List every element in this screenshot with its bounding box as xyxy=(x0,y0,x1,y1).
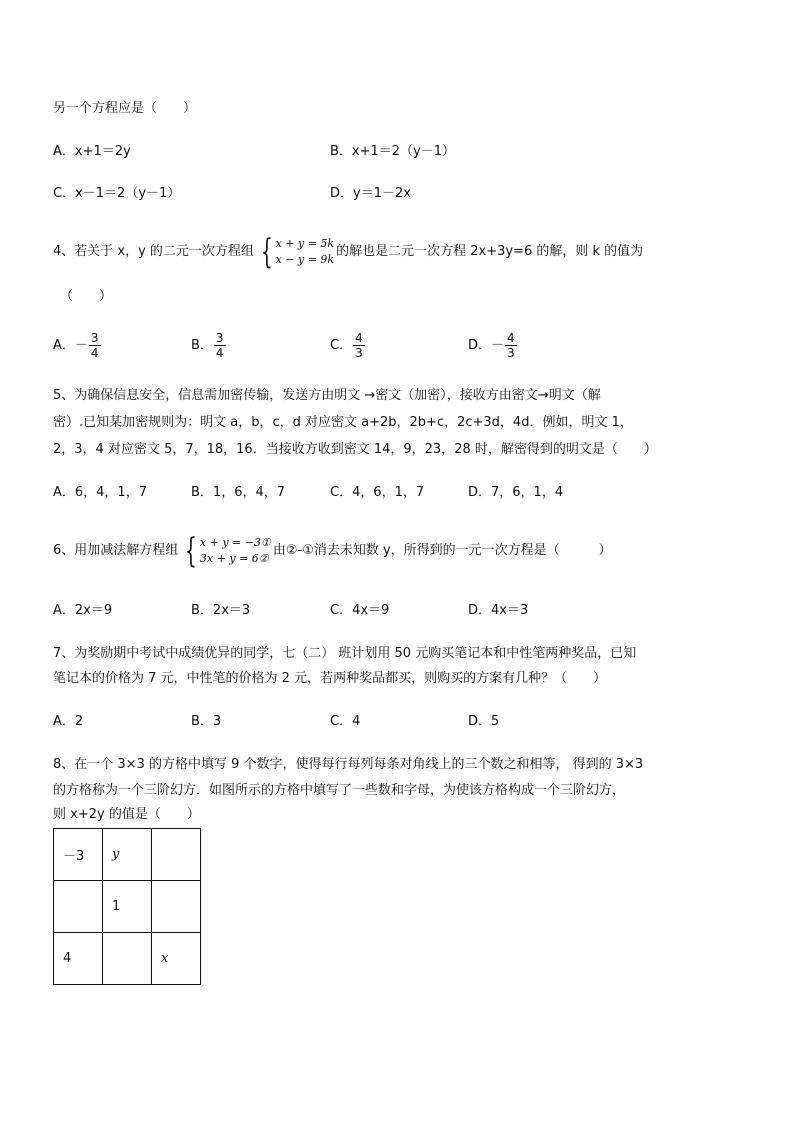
q4-eq1: x + y = 5k xyxy=(275,236,335,250)
q6-eq1: x + y = −3① xyxy=(199,535,271,549)
q6-option-d[interactable]: D．4x＝3 xyxy=(468,603,529,618)
q6-option-a[interactable]: A．2x＝9 xyxy=(53,603,113,618)
q3-option-d[interactable]: D．y＝1－2x xyxy=(330,186,411,201)
q7-option-b[interactable]: B．3 xyxy=(191,714,222,729)
magic-square-grid xyxy=(53,828,201,985)
grid-row xyxy=(54,933,201,985)
q4-option-a-label: A．－ xyxy=(53,338,88,353)
q4-option-a-den: 4 xyxy=(90,346,99,360)
q4-paren: （ ） xyxy=(60,289,113,304)
q4-option-b-num: 3 xyxy=(215,331,224,345)
q4-option-b-label: B． xyxy=(191,338,213,353)
q3-stem: 另一个方程应是（ ） xyxy=(53,101,197,116)
grid-cell: 1 xyxy=(103,881,152,933)
q5-line1: 5、为确保信息安全，信息需加密传输，发送方由明文 →密文（加密），接收方由密文→明文（解 xyxy=(53,388,601,403)
grid-cell: －3 xyxy=(54,829,103,881)
q8-line1: 8、在一个 3×3 的方格中填写 9 个数字，使得每行每列每条对角线上的三个数之和相等， 得到的 3×3 xyxy=(53,757,644,772)
q6-prefix: 6、用加减法解方程组 xyxy=(53,543,179,558)
q4-equation-system: { x + y = 5k x − y = 9k xyxy=(260,231,335,272)
q5-line2: 密）.已知某加密规则为：明文 a，b，c，d 对应密文 a+2b，2b+c，2c+3d，4d．例如，明文 1， xyxy=(53,415,633,430)
q4-option-a[interactable] xyxy=(53,331,102,360)
grid-cell: x xyxy=(152,933,201,985)
q6-suffix: 由②-①消去未知数 y，所得到的一元一次方程是（ ） xyxy=(272,543,612,558)
q7-option-d[interactable]: D．5 xyxy=(468,714,500,729)
q3-option-c[interactable]: C．x－1＝2（y－1） xyxy=(53,186,181,201)
q7-line1: 7、为奖励期中考试中成绩优异的同学，七（二） 班计划用 50 元购买笔记本和中性笔两种奖品，已知 xyxy=(53,646,637,661)
grid-cell: y xyxy=(103,829,152,881)
grid-row xyxy=(54,881,201,933)
q4-prefix: 4、若关于 x，y 的二元一次方程组 xyxy=(53,244,254,259)
q6-stem xyxy=(53,531,612,571)
q7-option-a[interactable]: A．2 xyxy=(53,714,84,729)
q4-option-b[interactable] xyxy=(191,331,227,360)
q4-option-b-den: 4 xyxy=(215,346,224,360)
q5-option-c[interactable]: C．4，6，1，7 xyxy=(330,485,425,500)
q5-option-b[interactable]: B．1，6，4，7 xyxy=(191,485,286,500)
q3-option-a[interactable]: A．x+1＝2y xyxy=(53,144,131,159)
q4-option-c-label: C． xyxy=(330,338,353,353)
q8-line3: 则 x+2y 的值是（ ） xyxy=(53,807,200,822)
q4-eq2: x − y = 9k xyxy=(275,252,335,266)
q4-stem xyxy=(53,232,643,272)
q4-option-d-label: D．－ xyxy=(468,338,505,353)
q6-option-c[interactable]: C．4x＝9 xyxy=(330,603,390,618)
grid-row xyxy=(54,829,201,881)
q4-option-c[interactable] xyxy=(330,331,366,360)
grid-cell xyxy=(103,933,152,985)
q4-suffix: 的解也是二元一次方程 2x+3y=6 的解，则 k 的值为 xyxy=(336,244,644,259)
q7-option-c[interactable]: C．4 xyxy=(330,714,361,729)
q4-option-d[interactable] xyxy=(468,331,518,360)
grid-cell: 4 xyxy=(54,933,103,985)
q5-option-d[interactable]: D．7，6，1，4 xyxy=(468,485,564,500)
q6-eq2: 3x + y = 6② xyxy=(199,551,269,565)
grid-cell xyxy=(54,881,103,933)
q4-option-d-den: 3 xyxy=(507,346,515,360)
q4-option-c-den: 3 xyxy=(355,346,363,360)
q4-option-d-num: 4 xyxy=(507,331,515,345)
q5-option-a[interactable]: A．6，4，1，7 xyxy=(53,485,147,500)
q4-option-c-num: 4 xyxy=(355,331,363,345)
grid-cell xyxy=(152,829,201,881)
grid-cell xyxy=(152,881,201,933)
q3-option-b[interactable]: B．x+1＝2（y－1） xyxy=(330,144,456,159)
q5-line3: 2，3，4 对应密文 5，7，18，16．当接收方收到密文 14，9，23，28 时，解密得到的明文是（ ） xyxy=(53,442,657,457)
q4-option-a-num: 3 xyxy=(90,331,99,345)
q6-equation-system: { x + y = −3① 3x + y = 6② xyxy=(185,530,271,571)
q7-line2: 笔记本的价格为 7 元，中性笔的价格为 2 元，若两种奖品都买，则购买的方案有几种？（ ） xyxy=(53,671,607,686)
q6-option-b[interactable]: B．2x＝3 xyxy=(191,603,251,618)
q8-line2: 的方格称为一个三阶幻方．如图所示的方格中填写了一些数和字母，为使该方格构成一个三阶幻方， xyxy=(53,783,626,798)
